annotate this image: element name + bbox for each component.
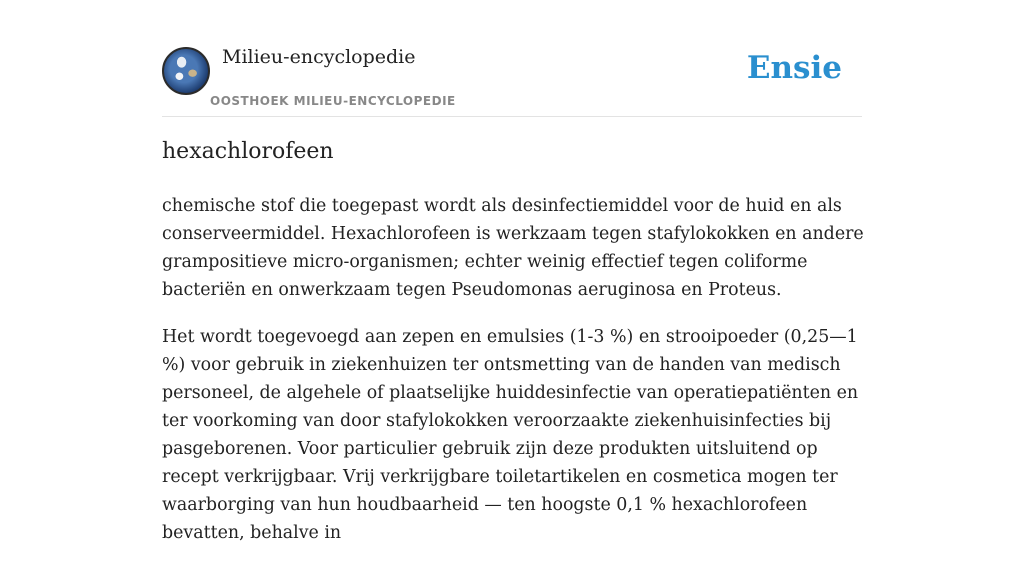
earth-globe-icon[interactable]: [162, 47, 210, 95]
ensie-logo-link[interactable]: Ensie: [746, 50, 842, 86]
site-header: [162, 44, 862, 117]
site-subtitle: OOSTHOEK MILIEU-ENCYCLOPEDIE: [210, 94, 456, 108]
entry-body: [162, 192, 868, 566]
entry-paragraph: Het wordt toegevoegd aan zepen en emulsies (1-3 %) en strooipoeder (0,25—1 %) voor gebruik in ziekenhuizen ter ontsmetting van de handen van medisch personeel, de algehele of plaatselijke huiddesinfectie van operatiepatiënten en ter voorkoming van door stafylokokken veroorzaakte ziekenhuisinfecties bij pasgeborenen. Voor particulier gebruik zijn deze produkten uitsluitend op recept verkrijgbaar. Vrij verkrijgbare toiletartikelen en cosmetica mogen ter waarborging van hun houdbaarheid — ten hoogste 0,1 % hexachlorofeen bevatten, behalve in: [162, 327, 859, 543]
site-title[interactable]: Milieu-encyclopedie: [222, 46, 416, 68]
entry-paragraph: chemische stof die toegepast wordt als desinfectiemiddel voor de huid en als conserveermiddel. Hexachlorofeen is werkzaam tegen stafylokokken en andere grampositieve micro-organismen; echter weinig effectief tegen coliforme bacteriën en onwerkzaam tegen Pseudomonas aeruginosa en Proteus.: [162, 196, 864, 300]
entry-title: hexachlorofeen: [162, 139, 334, 164]
